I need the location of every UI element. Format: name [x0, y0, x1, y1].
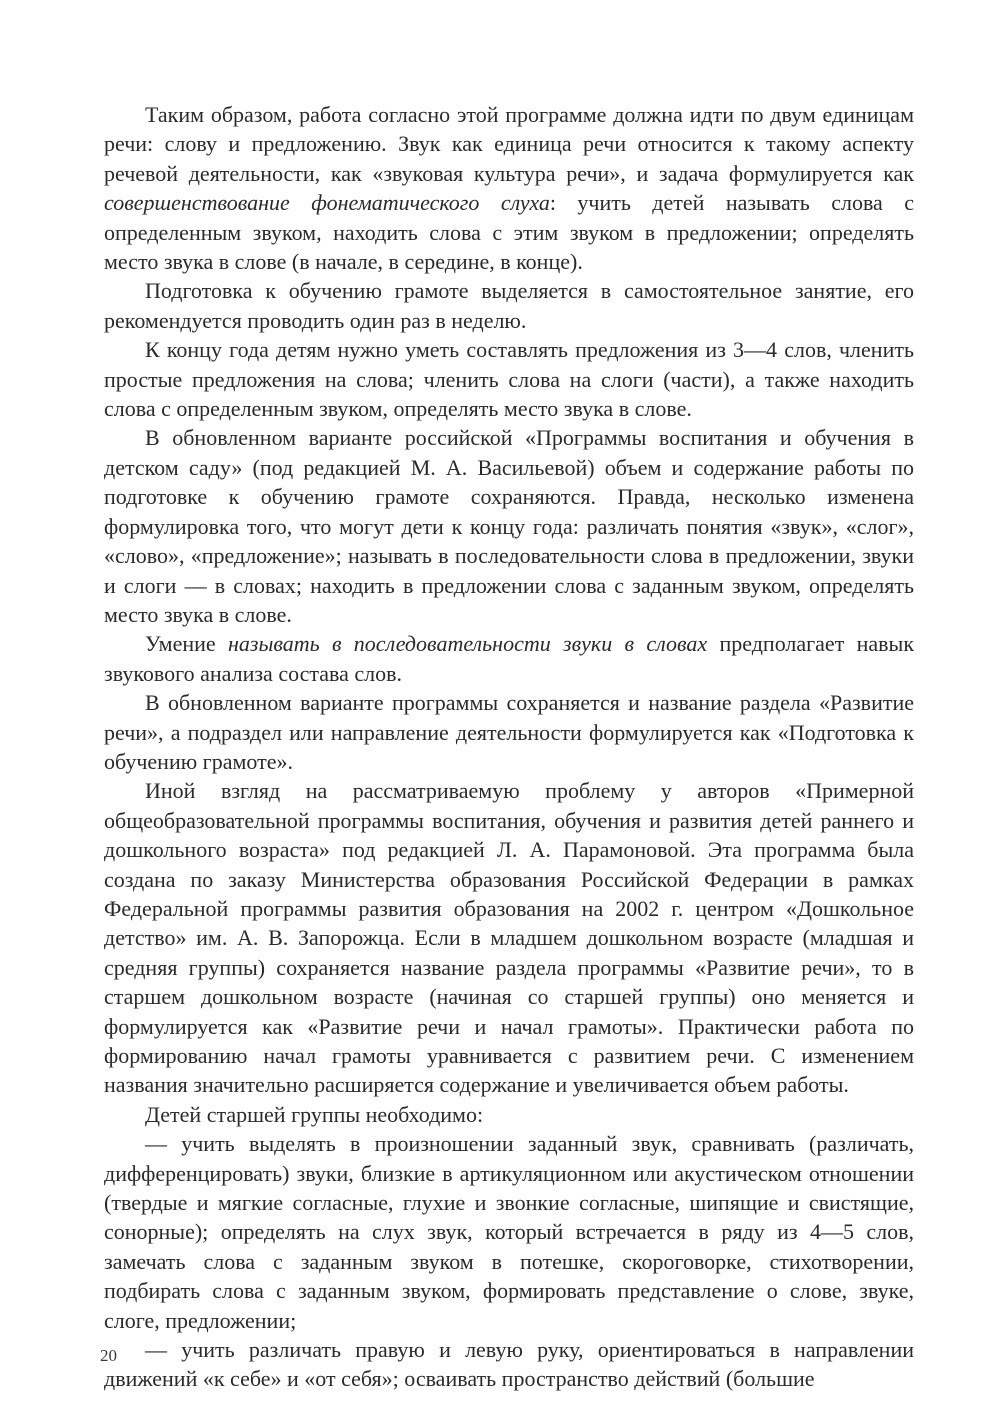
- text-run: Иной взгляд на рассматриваемую проблему у авторов «Примерной общеобразовательной программы воспитания, обучения и развития детей раннего и дошкольного возраста» под редакцией Л. А. Парамоновой. Эта программа была создана по заказу Министерства образования Российской Федерации в рамках Федеральной программы развития образования на 2002 г. центром «Дошкольное детство» им. А. В. Запорожца. Если в младшем дошкольном возрасте (младшая и средняя группы) сохраняется название раздела программы «Развитие речи», то в старшем дошкольном возрасте (начиная со старшей группы) оно меняется и формулируется как «Развитие речи и начал грамоты». Практически работа по формированию начал грамоты уравнивается с развитием речи. С изменением названия значительно расширяется содержание и увеличивается объем работы.: [104, 778, 914, 1098]
- paragraph: [104, 629, 914, 688]
- paragraph: [104, 1129, 914, 1335]
- paragraph: [104, 276, 914, 335]
- page-number: 20: [100, 1346, 117, 1365]
- text-run: В обновленном варианте программы сохраняется и название раздела «Развитие речи», а подраздел или направление деятельности формулируется как «Подготовка к обучению грамоте».: [104, 690, 914, 774]
- paragraph: [104, 1335, 914, 1394]
- italic-phrase: совершенствование фонематического слуха: [104, 190, 550, 216]
- text-run: Детей старшей группы необходимо:: [145, 1101, 484, 1127]
- paragraph: [104, 1100, 914, 1129]
- body-text: [104, 100, 914, 1394]
- text-run: — учить различать правую и левую руку, ориентироваться в направлении движений «к себе» и «от себя»; осваивать пространство действий (большие: [104, 1337, 914, 1392]
- text-run: В обновленном варианте российской «Программы воспитания и обучения в детском саду» (под редакцией М. А. Васильевой) объем и содержание работы по подготовке к обучению грамоте сохраняются. Правда, несколько изменена формулировка того, что могут дети к концу года: различать понятия «звук», «слог», «слово», «предложение»; называть в последовательности слова в предложении, звуки и слоги — в словах; находить в предложении слова с заданным звуком, определять место звука в слове.: [104, 425, 914, 627]
- text-run: К концу года детям нужно уметь составлять предложения из 3—4 слов, членить простые предложения на слова; членить слова на слоги (части), а также находить слова с определенным звуком, определять место звука в слове.: [104, 337, 914, 422]
- text-run: — учить выделять в произношении заданный звук, сравнивать (различать, дифференцировать) звуки, близкие в артикуляционном или акустическом отношении (твердые и мягкие согласные, глухие и звонкие согласные, шипящие и свистящие, сонорные); определять на слух звук, который встречается в ряду из 4—5 слов, замечать слова с заданным звуком в потешке, скороговорке, стихотворении, подбирать слова с заданным звуком, формировать представление о слове, звуке, слоге, предложении;: [104, 1131, 914, 1333]
- text-run: Таким образом, работа согласно этой программе должна идти по двум единицам речи: слову и предложению. Звук как единица речи относится к такому аспекту речевой деятельности, как «звуковая культура речи», и задача формулируется как: [104, 102, 914, 186]
- paragraph: [104, 335, 914, 423]
- text-run: : учить детей называть слова с определенным звуком, находить слова с этим звуком в предложении; определять место звука в слове (в начале, в середине, в конце).: [104, 190, 915, 275]
- italic-phrase: называть в последовательности звуки в словах: [227, 631, 708, 657]
- text-run: предполагает навык звукового анализа состава слов.: [104, 631, 915, 686]
- paragraph: [104, 423, 914, 629]
- text-run: Подготовка к обучению грамоте выделяется в самостоятельное занятие, его рекомендуется проводить один раз в неделю.: [104, 278, 914, 333]
- text-run: Умение: [145, 631, 228, 657]
- paragraph: [104, 776, 914, 1099]
- paragraph: [104, 100, 914, 276]
- paragraph: [104, 688, 914, 776]
